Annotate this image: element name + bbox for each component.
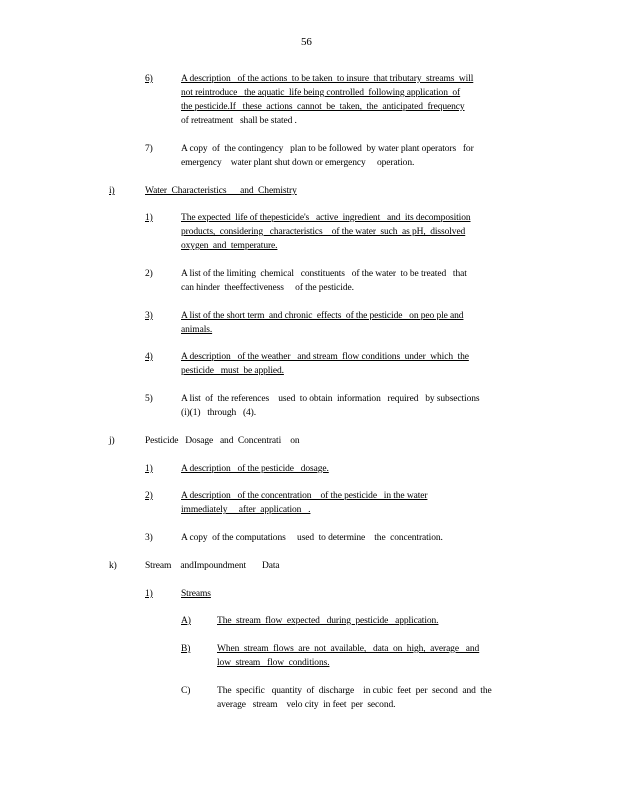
item-number: 4): [145, 352, 153, 362]
item-number: 1): [145, 589, 153, 599]
text-line: The expected life of thepesticide's active ingredient and its decomposition: [181, 213, 471, 223]
text-line: average stream velo city in feet per second.: [217, 700, 396, 710]
item-number: 2): [145, 269, 153, 279]
subitem-letter: A): [181, 616, 191, 626]
text-line: immediately after application .: [181, 505, 311, 515]
text-line: emergency water plant shut down or emergency operation.: [181, 158, 415, 168]
item-number: 7): [145, 144, 153, 154]
text-line: A description of the weather and stream flow conditions under which the: [181, 352, 469, 362]
text-line: animals.: [181, 325, 213, 335]
text-line: (i)(1) through (4).: [181, 408, 256, 418]
item-number: 3): [145, 533, 153, 543]
text-line: The specific quantity of discharge in cubic feet per second and the: [217, 686, 492, 696]
section-letter: i): [109, 186, 115, 196]
text-line: A description of the concentration of the pesticide in the water: [181, 491, 428, 501]
section-letter: j): [109, 436, 115, 446]
text-line: the pesticide.If these actions cannot be taken, the anticipated frequency: [181, 102, 465, 112]
item-number: 1): [145, 464, 153, 474]
text-line: A list of the limiting chemical constituents of the water to be treated that: [181, 269, 467, 279]
subitem-letter: C): [181, 686, 191, 696]
page-number: 56: [301, 36, 312, 48]
section-heading: Pesticide Dosage and Concentrati on: [145, 436, 300, 446]
section-letter: k): [109, 561, 117, 571]
text-line: The stream flow expected during pesticide application.: [217, 616, 439, 626]
text-line: A list of the references used to obtain information required by subsections: [181, 394, 480, 404]
text-line: When stream flows are not available, data on high, average and: [217, 644, 480, 654]
text-line: A copy of the computations used to determine the concentration.: [181, 533, 443, 543]
text-line: not reintroduce the aquatic life being controlled following application of: [181, 88, 461, 98]
subitem-letter: B): [181, 644, 191, 654]
text-line: products, considering characteristics of the water such as pH, dissolved: [181, 227, 466, 237]
text-line: low stream flow conditions.: [217, 658, 330, 668]
section-heading: Stream andImpoundment Data: [145, 561, 280, 571]
text-line: A copy of the contingency plan to be followed by water plant operators for: [181, 144, 474, 154]
text-line: can hinder theeffectiveness of the pesticide.: [181, 283, 354, 293]
text-line: oxygen and temperature.: [181, 241, 278, 251]
item-number: 5): [145, 394, 153, 404]
item-number: 1): [145, 213, 153, 223]
item-number: 6): [145, 74, 153, 84]
subsection-heading: Streams: [181, 589, 211, 599]
item-number: 3): [145, 311, 153, 321]
text-line: A description of the actions to be taken to insure that tributary streams will: [181, 74, 474, 84]
text-line: A list of the short term and chronic effects of the pesticide on peo ple and: [181, 311, 464, 321]
section-heading: Water Characteristics and Chemistry: [145, 186, 297, 196]
text-line: of retreatment shall be stated .: [181, 116, 297, 126]
text-line: A description of the pesticide dosage.: [181, 464, 329, 474]
item-number: 2): [145, 491, 153, 501]
text-line: pesticide must be applied.: [181, 366, 284, 376]
